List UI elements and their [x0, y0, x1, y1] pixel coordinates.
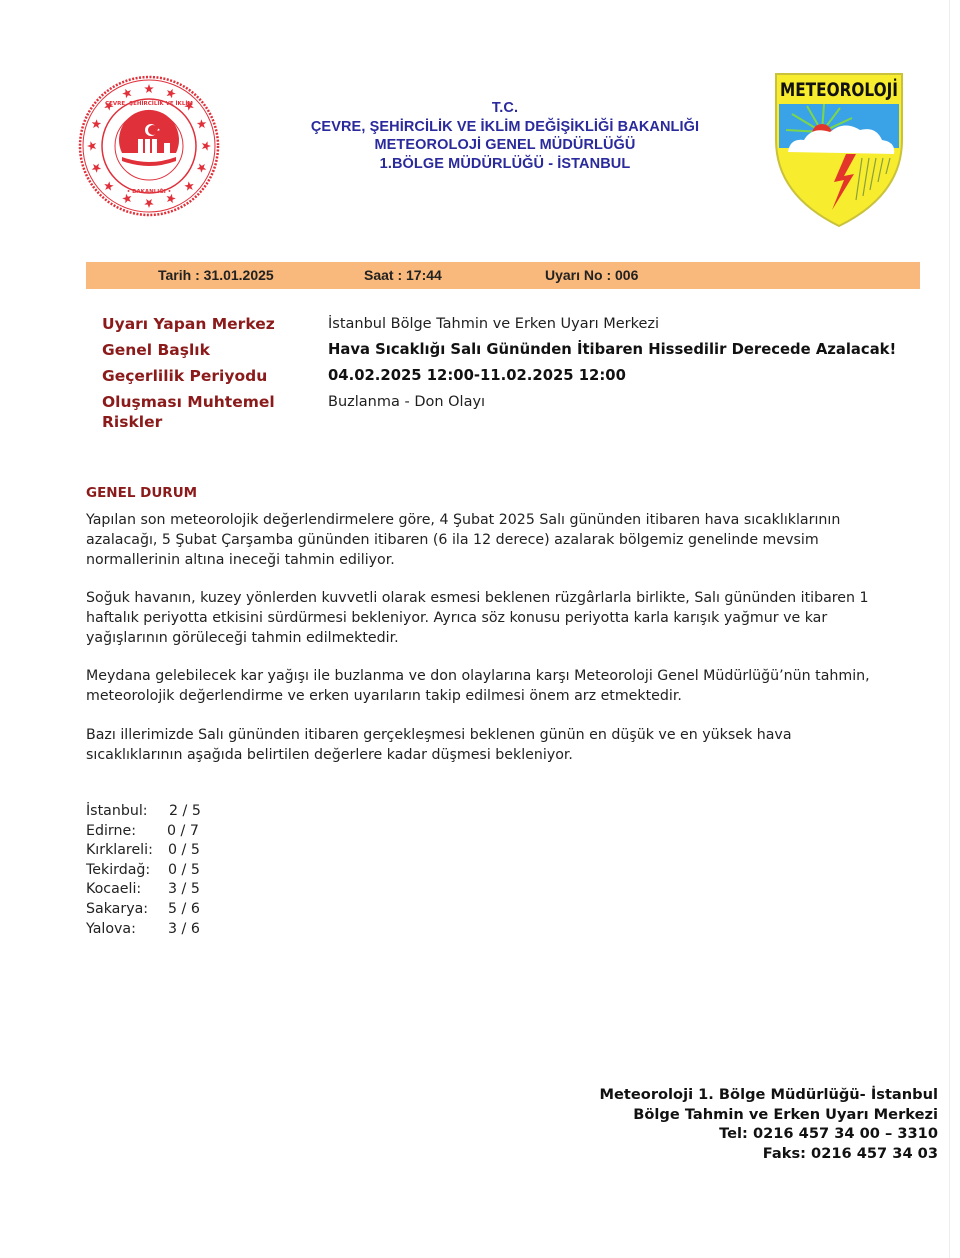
header-line-directorate: METEOROLOJİ GENEL MÜDÜRLÜĞÜ: [374, 137, 636, 153]
city-name: Kırklareli:: [86, 842, 153, 859]
meta-row-validity: [102, 366, 922, 392]
header-line-region: 1.BÖLGE MÜDÜRLÜĞÜ - İSTANBUL: [379, 155, 631, 172]
temperature-range: 0 / 5: [168, 842, 200, 859]
header-line-ministry: ÇEVRE, ŞEHİRCİLİK VE İKLİM DEĞİŞİKLİĞİ BAKANLIĞI: [310, 118, 700, 135]
meta-label: Oluşması Muhtemel Riskler: [102, 393, 275, 431]
header-title-block: [250, 99, 760, 173]
city-name: Kocaeli:: [86, 881, 142, 898]
seal-star-icon: [92, 119, 101, 128]
temperature-range: 5 / 6: [168, 900, 200, 917]
temperature-range: 3 / 5: [168, 881, 200, 898]
temperature-row: [86, 900, 200, 921]
paragraph-line: yağışlarının görüleceği tahmin edilmektedir.: [86, 630, 399, 646]
paragraph-line: haftalık periyotta etkisini sürdürmesi bekleniyor. Ayrıca söz konusu periyotta karla karışık yağmur ve kar: [86, 610, 828, 626]
page-edge-line: [949, 0, 950, 1258]
temperature-row: [86, 842, 200, 862]
paragraph-1: [86, 510, 886, 570]
footer-org: Meteoroloji 1. Bölge Müdürlüğü- İstanbul: [599, 1086, 938, 1103]
city-temperature-list: [86, 803, 201, 940]
warning-time: Saat : 17:44: [364, 267, 442, 283]
city-name: İstanbul:: [86, 803, 148, 819]
seal-star-icon: [92, 164, 101, 173]
temperature-range: 0 / 7: [167, 822, 199, 839]
temperature-row: [86, 803, 201, 823]
seal-star-icon: [202, 141, 211, 151]
svg-text:ÇEVRE, ŞEHİRCİLİK VE İKLİM: ÇEVRE, ŞEHİRCİLİK VE İKLİM: [105, 101, 193, 107]
seal-star-icon: [104, 181, 113, 190]
temperature-range: 2 / 5: [169, 803, 201, 819]
paragraph-line: Yapılan son meteorolojik değerlendirmelere göre, 4 Şubat 2025 Salı gününden itibaren hava sıcaklıklarının: [86, 512, 841, 528]
meta-label: Genel Başlık: [102, 341, 210, 359]
meteoroloji-shield-icon: [772, 70, 927, 230]
paragraph-2: [86, 588, 886, 648]
seal-star-icon: [144, 199, 154, 208]
meteo-logo-text: METEOROLOJİ: [780, 79, 927, 101]
paragraph-line: azalacağı, 5 Şubat Çarşamba gününden itibaren (6 ila 12 derece) azalarak bölgemiz genelinde mevsim: [86, 532, 819, 548]
paragraph-line: Meydana gelebilecek kar yağışı ile buzlanma ve don olaylarına karşı Meteoroloji Genel Müdürlüğü’nün tahmin,: [86, 668, 870, 684]
temperature-row: [86, 822, 199, 843]
meta-value: 04.02.2025 12:00-11.02.2025 12:00: [328, 367, 626, 384]
seal-star-icon: [184, 181, 193, 190]
temperature-range: 0 / 5: [168, 861, 200, 878]
paragraph-3: [86, 666, 886, 706]
footer-center: Bölge Tahmin ve Erken Uyarı Merkezi: [633, 1105, 938, 1123]
paragraph-4: [86, 725, 886, 765]
seal-star-icon: [87, 141, 96, 151]
meta-row-center: [102, 314, 922, 340]
section-title-general: GENEL DURUM: [86, 485, 198, 501]
ministry-seal-icon: [78, 75, 220, 217]
paragraph-line: normallerinin altına ineceği tahmin ediliyor.: [86, 552, 395, 568]
temperature-range: 3 / 6: [168, 920, 200, 937]
warning-info-bar: [86, 262, 920, 289]
paragraph-line: sıcaklıklarının aşağıda belirtilen değerlere kadar düşmesi bekleniyor.: [86, 747, 573, 763]
seal-star-icon: [167, 194, 176, 203]
footer-contact-block: [600, 1085, 939, 1163]
seal-star-icon: [197, 164, 206, 173]
city-name: Sakarya:: [86, 900, 149, 917]
seal-star-icon: [122, 89, 131, 98]
meta-value: İstanbul Bölge Tahmin ve Erken Uyarı Merkezi: [328, 316, 660, 332]
svg-text:• BAKANLIĞI •: • BAKANLIĞI •: [126, 189, 172, 195]
temperature-row: [86, 861, 200, 882]
header-line-tc: T.C.: [491, 100, 519, 116]
warning-number: Uyarı No : 006: [545, 267, 639, 283]
seal-star-icon: [122, 194, 131, 203]
seal-star-icon: [197, 119, 206, 128]
meta-label: Geçerlilik Periyodu: [102, 367, 268, 385]
temperature-row: [86, 881, 200, 901]
seal-star-icon: [167, 89, 176, 98]
city-name: Tekirdağ:: [86, 861, 151, 878]
city-name: Yalova:: [86, 920, 136, 937]
paragraph-line: meteorolojik değerlendirme ve erken uyarıların takip edilmesi önem arz etmektedir.: [86, 688, 682, 704]
warning-meta-table: [102, 314, 922, 436]
meta-value: Buzlanma - Don Olayı: [328, 394, 486, 410]
footer-fax: Faks: 0216 457 34 03: [762, 1144, 938, 1162]
seal-star-icon: [144, 84, 154, 93]
meta-label: Uyarı Yapan Merkez: [102, 315, 275, 333]
temperature-row: [86, 920, 200, 941]
meta-value: Hava Sıcaklığı Salı Gününden İtibaren Hissedilir Derecede Azalacak!: [328, 341, 897, 358]
warning-date: Tarih : 31.01.2025: [158, 267, 274, 283]
meta-row-risks: [102, 392, 922, 436]
footer-phone: Tel: 0216 457 34 00 – 3310: [719, 1125, 938, 1142]
city-name: Edirne:: [86, 822, 136, 839]
meta-row-title: [102, 340, 922, 366]
paragraph-line: Soğuk havanın, kuzey yönlerden kuvvetli olarak esmesi beklenen rüzgârlarla birlikte, Salı gününden itibaren 1: [86, 590, 869, 606]
paragraph-line: Bazı illerimizde Salı gününden itibaren gerçekleşmesi beklenen günün en düşük ve en yüksek hava: [86, 727, 792, 743]
